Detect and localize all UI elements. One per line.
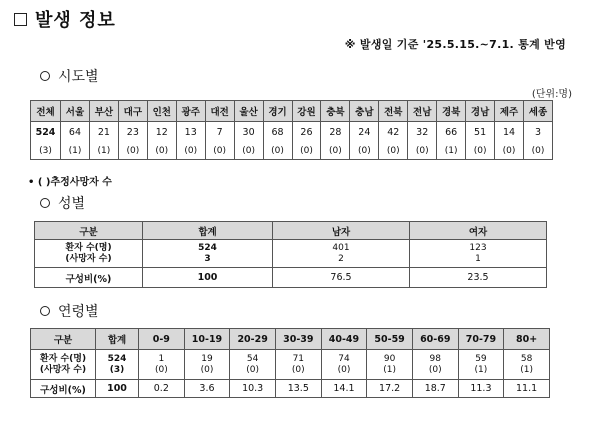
section-title-text: 발생 정보 xyxy=(35,10,116,31)
region-header-cell: 광주 xyxy=(176,101,205,122)
region-deaths-cell: (0) xyxy=(118,143,147,160)
total-cell: 524 3 xyxy=(143,240,273,268)
region-cases-cell: 23 xyxy=(118,122,147,143)
subsection-region-label: 시도별 xyxy=(58,69,99,85)
checkbox-square-icon xyxy=(14,13,27,26)
female-cell: 123 1 xyxy=(410,240,547,268)
region-cases-cell: 30 xyxy=(234,122,263,143)
age-cases-cell: 90 (1) xyxy=(367,350,413,380)
region-deaths-cell: (0) xyxy=(263,143,292,160)
region-deaths-cell: (0) xyxy=(408,143,437,160)
gender-ratio-row xyxy=(35,268,547,288)
age-table xyxy=(30,328,550,398)
age-cases-cell: 1 (0) xyxy=(139,350,185,380)
region-header-cell: 전남 xyxy=(408,101,437,122)
age-cases-cell: 19 (0) xyxy=(184,350,230,380)
circle-bullet-icon xyxy=(40,198,50,208)
age-ratio-cell: 18.7 xyxy=(412,380,458,398)
region-cases-cell: 12 xyxy=(147,122,176,143)
region-header-cell: 세종 xyxy=(524,101,553,122)
region-cases-cell: 13 xyxy=(176,122,205,143)
region-header-cell: 부산 xyxy=(89,101,118,122)
row-label: 구성비(%) xyxy=(31,380,96,398)
region-deaths-cell: (0) xyxy=(379,143,408,160)
region-cases-cell: 42 xyxy=(379,122,408,143)
region-cases-cell: 3 xyxy=(524,122,553,143)
region-header-cell: 충북 xyxy=(321,101,350,122)
age-header-cell: 30-39 xyxy=(275,329,321,350)
gender-cases-row xyxy=(35,240,547,268)
region-deaths-cell: (0) xyxy=(292,143,321,160)
age-ratio-cell: 10.3 xyxy=(230,380,276,398)
gender-table xyxy=(34,221,547,288)
age-cases-cell: 58 (1) xyxy=(504,350,550,380)
region-deaths-cell: (0) xyxy=(466,143,495,160)
ratio-male-cell: 76.5 xyxy=(273,268,410,288)
age-ratio-row xyxy=(31,380,550,398)
region-header-cell: 대전 xyxy=(205,101,234,122)
region-header-cell: 대구 xyxy=(118,101,147,122)
region-header-cell: 경기 xyxy=(263,101,292,122)
age-header-cell: 합계 xyxy=(96,329,139,350)
region-cases-cell: 28 xyxy=(321,122,350,143)
age-header-cell: 60-69 xyxy=(412,329,458,350)
region-cases-cell: 7 xyxy=(205,122,234,143)
age-header-cell: 20-29 xyxy=(230,329,276,350)
region-cases-cell: 24 xyxy=(350,122,379,143)
age-ratio-cell: 0.2 xyxy=(139,380,185,398)
header-cell: 남자 xyxy=(273,222,410,240)
age-ratio-cell: 100 xyxy=(96,380,139,398)
region-cases-cell: 64 xyxy=(61,122,90,143)
age-header-cell: 70-79 xyxy=(458,329,504,350)
circle-bullet-icon xyxy=(40,306,50,316)
gender-header-row xyxy=(35,222,547,240)
region-cases-cell: 26 xyxy=(292,122,321,143)
region-header-cell: 경남 xyxy=(466,101,495,122)
region-cases-cell: 21 xyxy=(89,122,118,143)
region-deaths-cell: (1) xyxy=(437,143,466,160)
age-cases-cell: 74 (0) xyxy=(321,350,367,380)
header-cell: 구분 xyxy=(35,222,143,240)
circle-bullet-icon xyxy=(40,71,50,81)
age-cases-cell: 71 (0) xyxy=(275,350,321,380)
region-deaths-cell: (1) xyxy=(89,143,118,160)
subsection-age xyxy=(40,301,99,321)
section-title xyxy=(14,6,116,32)
age-ratio-cell: 3.6 xyxy=(184,380,230,398)
age-header-cell: 10-19 xyxy=(184,329,230,350)
region-header-cell: 경북 xyxy=(437,101,466,122)
age-ratio-cell: 14.1 xyxy=(321,380,367,398)
footnote: • ( )추정사망자 수 xyxy=(28,177,112,188)
region-deaths-cell: (1) xyxy=(61,143,90,160)
subsection-age-label: 연령별 xyxy=(58,304,99,320)
region-deaths-cell: (3) xyxy=(31,143,61,160)
subsection-gender xyxy=(40,193,85,213)
subsection-region xyxy=(40,66,99,86)
age-cases-cell: 59 (1) xyxy=(458,350,504,380)
region-deaths-cell: (0) xyxy=(205,143,234,160)
region-cases-cell: 524 xyxy=(31,122,61,143)
header-cell: 여자 xyxy=(410,222,547,240)
region-deaths-cell: (0) xyxy=(495,143,524,160)
region-header-cell: 제주 xyxy=(495,101,524,122)
row-label: 환자 수(명) (사망자 수) xyxy=(35,240,143,268)
region-header-cell: 인천 xyxy=(147,101,176,122)
age-ratio-cell: 11.1 xyxy=(504,380,550,398)
age-cases-cell: 54 (0) xyxy=(230,350,276,380)
age-header-row xyxy=(31,329,550,350)
row-label: 구성비(%) xyxy=(35,268,143,288)
region-table xyxy=(30,100,553,160)
age-ratio-cell: 17.2 xyxy=(367,380,413,398)
age-header-cell: 40-49 xyxy=(321,329,367,350)
region-deaths-row xyxy=(31,143,553,160)
region-header-cell: 전체 xyxy=(31,101,61,122)
age-header-cell: 구분 xyxy=(31,329,96,350)
region-deaths-cell: (0) xyxy=(147,143,176,160)
region-deaths-cell: (0) xyxy=(321,143,350,160)
region-header-cell: 전북 xyxy=(379,101,408,122)
age-ratio-cell: 11.3 xyxy=(458,380,504,398)
region-cases-cell: 14 xyxy=(495,122,524,143)
age-cases-row xyxy=(31,350,550,380)
ratio-total-cell: 100 xyxy=(143,268,273,288)
region-deaths-cell: (0) xyxy=(350,143,379,160)
region-header-cell: 울산 xyxy=(234,101,263,122)
notice-text: ※ 발생일 기준 '25.5.15.~7.1. 통계 반영 xyxy=(344,38,566,51)
region-cases-cell: 68 xyxy=(263,122,292,143)
region-deaths-cell: (0) xyxy=(524,143,553,160)
age-header-cell: 0-9 xyxy=(139,329,185,350)
region-deaths-cell: (0) xyxy=(234,143,263,160)
age-ratio-cell: 13.5 xyxy=(275,380,321,398)
region-header-cell: 충남 xyxy=(350,101,379,122)
region-cases-cell: 32 xyxy=(408,122,437,143)
region-header-cell: 서울 xyxy=(61,101,90,122)
subsection-gender-label: 성별 xyxy=(58,196,86,212)
ratio-female-cell: 23.5 xyxy=(410,268,547,288)
row-label: 환자 수(명) (사망자 수) xyxy=(31,350,96,380)
header-cell: 합계 xyxy=(143,222,273,240)
region-header-row xyxy=(31,101,553,122)
age-header-cell: 80+ xyxy=(504,329,550,350)
unit-label: (단위:명) xyxy=(531,89,572,100)
age-cases-cell: 98 (0) xyxy=(412,350,458,380)
region-cases-cell: 66 xyxy=(437,122,466,143)
age-cases-cell: 524 (3) xyxy=(96,350,139,380)
male-cell: 401 2 xyxy=(273,240,410,268)
region-cases-cell: 51 xyxy=(466,122,495,143)
age-header-cell: 50-59 xyxy=(367,329,413,350)
region-cases-row xyxy=(31,122,553,143)
region-deaths-cell: (0) xyxy=(176,143,205,160)
region-header-cell: 강원 xyxy=(292,101,321,122)
